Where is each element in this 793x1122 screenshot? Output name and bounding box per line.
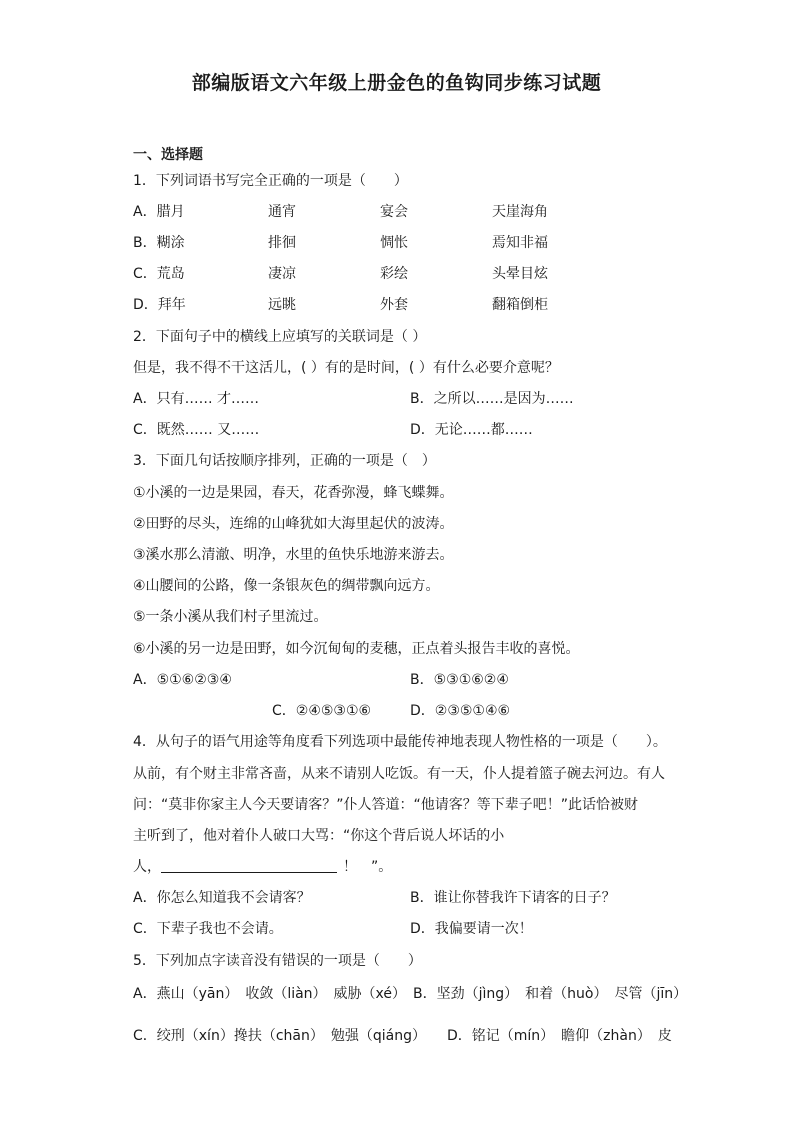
q2-option-a: A．只有…… 才…… — [133, 391, 260, 407]
q2-option-d: D．无论……都…… — [410, 422, 533, 438]
q1-word: 焉知非福 — [492, 235, 548, 251]
q1-word: 宴会 — [380, 204, 408, 220]
q4-option-a: A．你怎么知道我不会请客？ — [133, 890, 311, 906]
q4-blank-suffix: ！ ”。 — [343, 859, 393, 875]
q2-option-c: C．既然…… 又…… — [133, 422, 260, 438]
q4-passage-line: 问：“莫非你家主人今天要请客？”仆人答道：“他请客？等下辈子吧！”此话恰被财 — [133, 797, 639, 813]
q4-option-d: D．我偏要请一次！ — [410, 921, 533, 937]
q1-word: 惆怅 — [380, 235, 408, 251]
q4-passage-line: 从前，有个财主非常吝啬，从来不请别人吃饭。有一天，仆人提着篮子碗去河边。有人 — [133, 766, 665, 782]
q3-option-a: A．⑤①⑥②③④ — [133, 672, 232, 688]
question-2-stem: 2．下面句子中的横线上应填写的关联词是（ ） — [133, 329, 427, 345]
q3-sentence-1: ①小溪的一边是果园，春天，花香弥漫，蜂飞蝶舞。 — [133, 485, 454, 501]
q1-word: 头晕目炫 — [492, 266, 548, 282]
q1-word: 天崖海角 — [492, 204, 548, 220]
document-title: 部编版语文六年级上册金色的鱼钩同步练习试题 — [191, 72, 602, 94]
q2-option-b: B．之所以……是因为…… — [410, 391, 574, 407]
question-3-stem: 3．下面几句话按顺序排列，正确的一项是（ ） — [133, 453, 436, 469]
q4-option-b: B．谁让你替我许下请客的日子？ — [410, 890, 616, 906]
q1-word: 远眺 — [268, 297, 296, 313]
q1-option-b: B．糊涂 — [133, 235, 185, 251]
q3-sentence-2: ②田野的尽头，连绵的山峰犹如大海里起伏的波涛。 — [133, 516, 454, 532]
q4-passage-blank-line — [133, 858, 392, 876]
q1-word: 凄凉 — [268, 266, 296, 282]
q1-word: 排徊 — [268, 235, 296, 251]
q5-options-row-2: C．绞刑（xín）搀扶（chān） 勉强（qiáng） D．铭记（mín） 瞻仰（zhàn） 皮 — [133, 1028, 672, 1044]
q2-sentence: 但是，我不得不干这活儿，( ）有的是时间，( ）有什么必要介意呢？ — [133, 360, 559, 376]
q3-sentence-5: ⑤一条小溪从我们村子里流过。 — [133, 609, 328, 625]
q3-sentence-4: ④山腰间的公路，像一条银灰色的绸带飘向远方。 — [133, 578, 440, 594]
q4-passage-line: 主听到了，他对着仆人破口大骂：“你这个背后说人坏话的小 — [133, 828, 505, 844]
q3-option-b: B．⑤③①⑥②④ — [410, 672, 509, 688]
q1-option-a: A．腊月 — [133, 204, 185, 220]
q3-option-c: C．②④⑤③①⑥ — [272, 703, 372, 719]
q1-word: 外套 — [380, 297, 408, 313]
q1-word: 彩绘 — [380, 266, 408, 282]
q3-sentence-6: ⑥小溪的另一边是田野，如今沉甸甸的麦穗，正点着头报告丰收的喜悦。 — [133, 641, 580, 657]
q3-sentence-3: ③溪水那么清澈、明净，水里的鱼快乐地游来游去。 — [133, 547, 454, 563]
question-5-stem: 5．下列加点字读音没有错误的一项是（ ） — [133, 953, 422, 969]
q1-option-d: D．拜年 — [133, 297, 186, 313]
q3-option-d: D．②③⑤①④⑥ — [410, 703, 511, 719]
q1-word: 翻箱倒柜 — [492, 297, 548, 313]
q4-option-c: C．下辈子我也不会请。 — [133, 921, 283, 937]
q1-word: 通宵 — [268, 204, 296, 220]
q4-blank-prefix: 人， — [133, 859, 161, 875]
question-4-stem: 4．从句子的语气用途等角度看下列选项中最能传神地表现人物性格的一项是（ ）。 — [133, 734, 667, 750]
q5-options-row-1: A．燕山（yān） 收敛（liàn） 威胁（xé） B．坚劲（jìng） 和着（huò） 尽管（jīn） — [133, 986, 688, 1002]
q1-option-c: C．荒岛 — [133, 266, 185, 282]
answer-blank[interactable] — [161, 858, 337, 873]
question-1-stem: 1．下列词语书写完全正确的一项是（ ） — [133, 173, 408, 189]
section-heading: 一、选择题 — [133, 147, 203, 163]
